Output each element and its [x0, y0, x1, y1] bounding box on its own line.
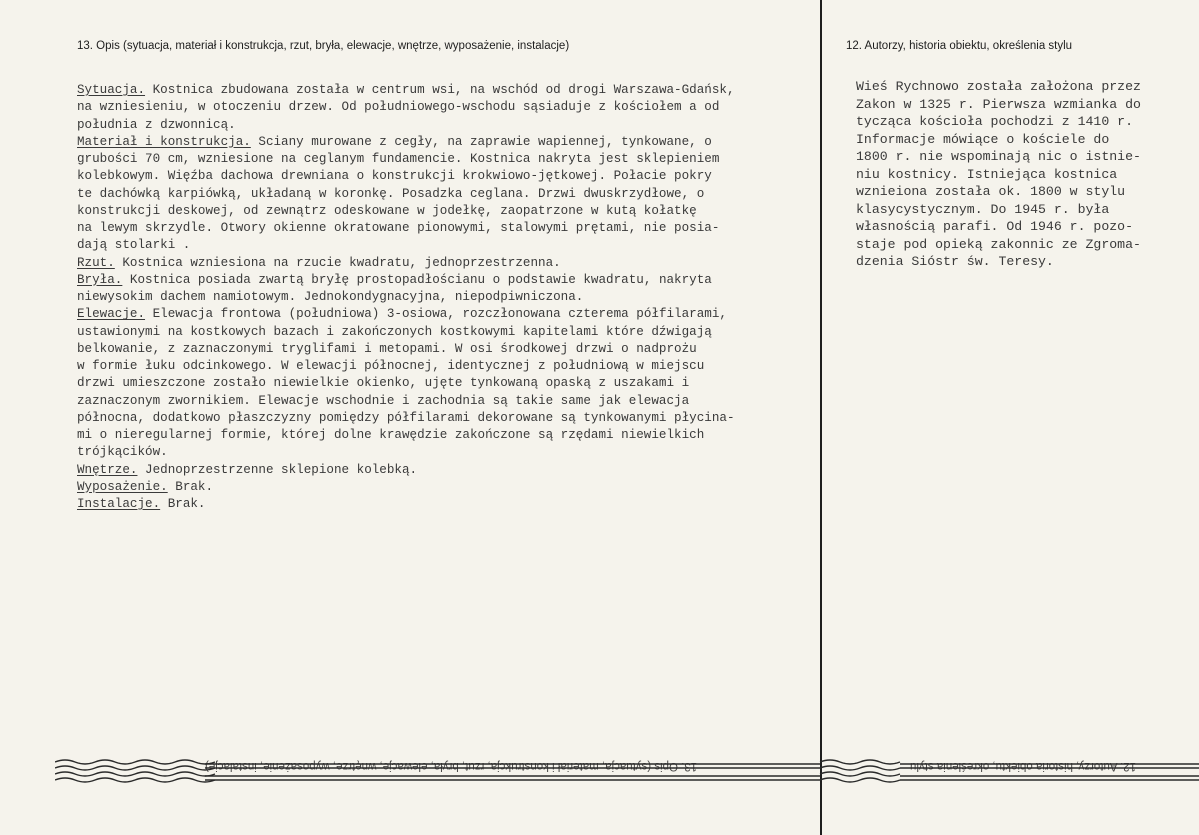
text-line [77, 82, 817, 99]
text-line [77, 462, 817, 479]
line-text: Elewacja frontowa (południowa) 3-osiowa, rozczłonowana czterema półfilarami, [145, 307, 727, 322]
text-line [77, 306, 817, 323]
text-line: własnością parafi. Od 1946 r. pozo- [856, 219, 1133, 234]
section-12-heading: 12. Autorzy, historia obiektu, określenia stylu [846, 40, 1073, 52]
description-text [77, 82, 817, 513]
section-label-wyposazenie: Wyposażenie. [77, 479, 168, 494]
text-line: dają stolarki . [77, 238, 191, 253]
section-label-material: Materiał i konstrukcja. [77, 134, 251, 149]
text-line: Wieś Rychnowo została założona przez [856, 79, 1141, 94]
text-line [77, 496, 817, 513]
section-label-rzut: Rzut. [77, 255, 115, 270]
text-line [77, 479, 817, 496]
text-line [77, 134, 817, 151]
line-text: Jednoprzestrzenne sklepione kolebką. [137, 462, 418, 477]
text-line: ustawionymi na kostkowych bazach i zakończonych kostkowymi kapitelami które dźwigają [77, 324, 712, 339]
line-text: Sciany murowane z cegły, na zaprawie wapiennej, tynkowane, o [250, 134, 712, 149]
line-text: Kostnica wzniesiona na rzucie kwadratu, jednoprzestrzenna. [114, 255, 561, 270]
text-line: Zakon w 1325 r. Pierwsza wzmianka do [856, 96, 1141, 112]
text-line: wznieiona została ok. 1800 w stylu [856, 184, 1126, 199]
text-line: na wzniesieniu, w otoczeniu drzew. Od południowego-wschodu sąsiaduje z kościołem a od [77, 100, 720, 115]
history-text [856, 78, 1156, 271]
section-label-sytuacja: Sytuacja. [77, 83, 146, 97]
text-line: mi o nieregularnej formie, której dolne krawędzie zakończone są rzędami niewielkich [77, 428, 705, 442]
section-label-elewacje: Elewacje. [77, 307, 146, 322]
text-line: tycząca kościoła pochodzi z 1410 r. [856, 114, 1133, 129]
text-line: niu kostnicy. Istniejąca kostnica [856, 166, 1118, 182]
text-line: grubości 70 cm, wzniesione na ceglanym fundamencie. Kostnica nakryta jest sklepieniem [77, 152, 720, 166]
text-line: kolebkowym. Więźba dachowa drewniana o konstrukcji krokwiowo-jętkowej. Połacie pokry [77, 169, 712, 184]
mirrored-footer-left: 13. Opis (sytuacja, materiał i konstrukcja, rzut, bryła, elewacje, wnętrze, wyposażenie, instalacje) [205, 760, 698, 772]
column-divider [820, 0, 822, 835]
section-13-heading: 13. Opis (sytuacja, materiał i konstrukcja, rzut, bryła, elewacje, wnętrze, wyposażenie, instalacje) [77, 40, 570, 52]
line-text: Kostnica posiada zwartą bryłę prostopadłościanu o podstawie kwadratu, nakryta [122, 272, 712, 287]
text-line: drzwi umieszczone zostało niewielkie okienko, ujęte tynkowaną opaską z uszakami i [77, 376, 690, 391]
wavy-border-band [55, 752, 1199, 796]
section-label-wnetrze: Wnętrze. [77, 462, 138, 477]
text-line: staje pod opieką zakonnic ze Zgroma- [856, 236, 1141, 252]
line-text: Brak. [167, 479, 214, 494]
text-line: niewysokim dachem namiotowym. Jednokondygnacyjna, niepodpiwniczona. [77, 290, 584, 304]
wavy-border-lines [55, 752, 1199, 796]
text-line: północna, dodatkowo płaszczyzny pomiędzy półfilarami dekorowane są tynkowanymi płycina- [77, 410, 735, 425]
text-line: zaznaczonym zwornikiem. Elewacje wschodnie i zachodnia są takie same jak elewacja [77, 393, 690, 408]
text-line: dzenia Sióstr św. Teresy. [856, 254, 1054, 269]
text-line: w formie łuku odcinkowego. W elewacji północnej, identycznej z południową w miejscu [77, 359, 705, 373]
text-line: te dachówką karpiówką, układaną w koronkę. Posadzka ceglana. Drzwi dwuskrzydłowe, o [77, 186, 705, 201]
text-line: klasycystycznym. Do 1945 r. była [856, 201, 1110, 217]
mirrored-footer-right: 12. Autorzy, historia obiektu, określenia stylu [910, 760, 1137, 772]
text-line: na lewym skrzydle. Otwory okienne okratowane pionowymi, stalowymi prętami, nie posia- [77, 221, 720, 235]
text-line [77, 255, 817, 272]
section-label-instalacje: Instalacje. [77, 497, 161, 511]
text-line [77, 272, 817, 289]
line-text: Kostnica zbudowana została w centrum wsi, na wschód od drogi Warszawa-Gdańsk, [145, 83, 735, 97]
text-line: konstrukcji deskowej, od zewnątrz odeskowane w jodełkę, zaopatrzone w kutą kołatkę [77, 203, 697, 218]
text-line: trójkącików. [77, 445, 168, 460]
text-line: południa z dzwonnicą. [77, 117, 236, 132]
section-label-bryla: Bryła. [77, 272, 123, 287]
line-text: Brak. [160, 497, 206, 511]
text-line: belkowanie, z zaznaczonymi tryglifami i metopami. W osi środkowej drzwi o nadprożu [77, 341, 697, 356]
text-line: 1800 r. nie wspominają nic o istnie- [856, 149, 1141, 164]
text-line: Informacje mówiące o kościele do [856, 131, 1110, 147]
